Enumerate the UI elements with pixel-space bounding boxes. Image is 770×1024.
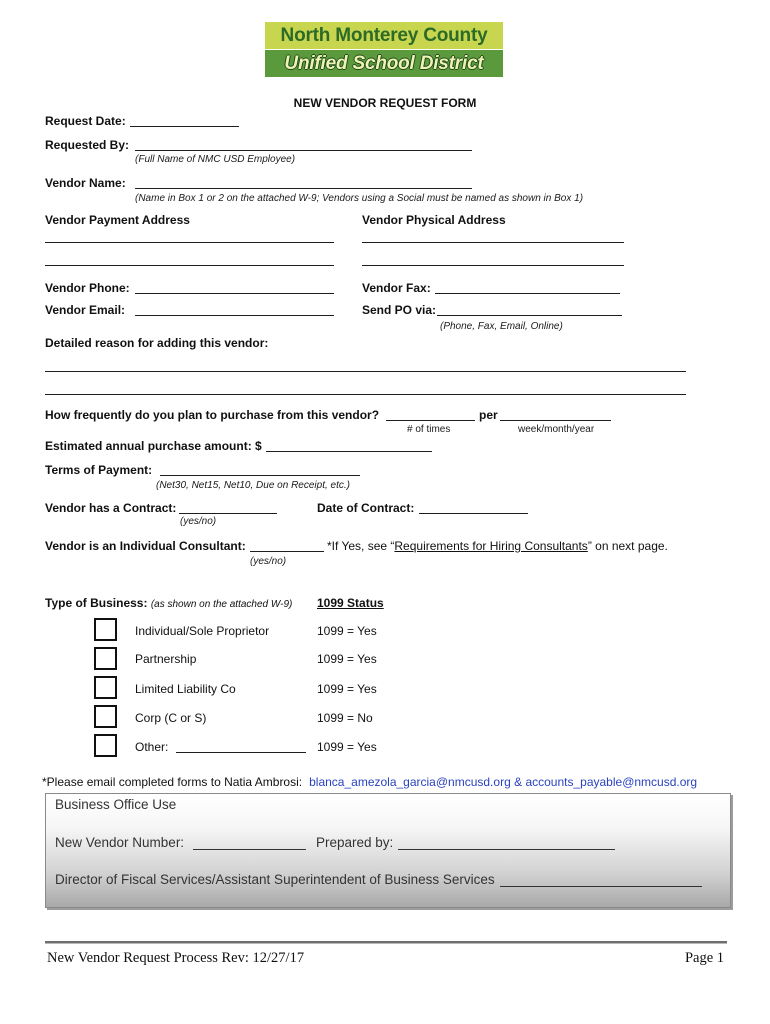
vendor-email-label: Vendor Email: — [45, 303, 126, 317]
terms-of-payment-hint: (Net30, Net15, Net10, Due on Receipt, etc.) — [156, 480, 350, 491]
purchase-times-field[interactable] — [386, 420, 475, 421]
vendor-fax-label: Vendor Fax: — [362, 281, 431, 295]
footer-divider — [45, 941, 727, 944]
email-link-accounts-payable[interactable]: accounts_payable@nmcusd.org — [525, 775, 698, 789]
prepared-by-label: Prepared by: — [316, 835, 394, 850]
option-label-limited-liability-co: Limited Liability Co — [135, 682, 236, 696]
district-logo — [265, 22, 503, 77]
request-date-field[interactable] — [130, 126, 239, 127]
reason-label: Detailed reason for adding this vendor: — [45, 336, 269, 350]
1099-status-header: 1099 Status — [317, 596, 384, 610]
vendor-name-field[interactable] — [135, 188, 472, 189]
director-signature-label: Director of Fiscal Services/Assistant Superintendent of Business Services — [55, 872, 495, 887]
has-contract-hint: (yes/no) — [180, 516, 217, 527]
new-vendor-number-label: New Vendor Number: — [55, 835, 185, 850]
annual-amount-field[interactable] — [266, 451, 432, 452]
checkbox-corp[interactable] — [94, 705, 117, 728]
send-po-via-label: Send PO via: — [362, 303, 437, 317]
new-vendor-number-field[interactable] — [193, 849, 306, 850]
vendor-name-hint: (Name in Box 1 or 2 on the attached W-9; Vendors using a Social must be named as shown in Box 1) — [135, 193, 584, 204]
consultant-note-after: ” on next page. — [587, 539, 668, 553]
logo-district-name-line-2: Unified School District — [284, 52, 484, 74]
contract-date-label: Date of Contract: — [317, 501, 415, 515]
business-office-use-box — [45, 793, 731, 908]
business-office-heading: Business Office Use — [55, 797, 177, 812]
footer-page-number: Page 1 — [684, 950, 724, 966]
payment-address-line-1-field[interactable] — [45, 242, 334, 243]
option-label-other: Other: — [135, 740, 169, 754]
other-business-type-field[interactable] — [176, 752, 306, 753]
physical-address-label: Vendor Physical Address — [362, 213, 506, 227]
request-date-label: Request Date: — [45, 114, 126, 128]
checkbox-individual-sole-proprietor[interactable] — [94, 618, 117, 641]
consultant-note — [327, 538, 668, 554]
submission-instruction — [42, 774, 697, 790]
prepared-by-field[interactable] — [398, 849, 615, 850]
purchase-frequency-per: per — [479, 408, 498, 422]
option-1099-status-corp: 1099 = No — [317, 711, 373, 725]
purchase-period-field[interactable] — [500, 420, 611, 421]
purchase-frequency-label: How frequently do you plan to purchase from this vendor? — [45, 408, 380, 422]
payment-address-label: Vendor Payment Address — [45, 213, 190, 227]
hiring-consultants-link[interactable]: Requirements for Hiring Consultants — [394, 539, 588, 553]
payment-address-line-2-field[interactable] — [45, 265, 334, 266]
requested-by-hint: (Full Name of NMC USD Employee) — [135, 154, 296, 165]
option-1099-status-individual-sole-proprietor: 1099 = Yes — [317, 624, 377, 638]
has-contract-field[interactable] — [179, 513, 277, 514]
option-1099-status-limited-liability-co: 1099 = Yes — [317, 682, 377, 696]
type-of-business-heading — [45, 595, 292, 613]
physical-address-line-2-field[interactable] — [362, 265, 624, 266]
vendor-fax-field[interactable] — [435, 293, 620, 294]
individual-consultant-field[interactable] — [250, 551, 324, 552]
logo-top-band — [265, 22, 503, 49]
option-label-corp: Corp (C or S) — [135, 711, 207, 725]
checkbox-partnership[interactable] — [94, 647, 117, 670]
contract-date-field[interactable] — [419, 513, 528, 514]
logo-district-name-line-1: North Monterey County — [280, 24, 488, 46]
type-of-business-hint: (as shown on the attached W-9) — [150, 599, 293, 610]
individual-consultant-label: Vendor is an Individual Consultant: — [45, 539, 246, 553]
vendor-phone-label: Vendor Phone: — [45, 281, 130, 295]
checkbox-limited-liability-co[interactable] — [94, 676, 117, 699]
form-title: NEW VENDOR REQUEST FORM — [293, 96, 477, 110]
checkbox-other[interactable] — [94, 734, 117, 757]
annual-amount-label: Estimated annual purchase amount: $ — [45, 439, 262, 453]
vendor-phone-field[interactable] — [135, 293, 334, 294]
option-1099-status-other: 1099 = Yes — [317, 740, 377, 754]
email-link-blanca[interactable]: blanca_amezola_garcia@nmcusd.org — [309, 775, 511, 789]
email-separator: & — [514, 775, 523, 789]
reason-line-2-field[interactable] — [45, 394, 686, 395]
terms-of-payment-field[interactable] — [160, 475, 360, 476]
vendor-email-field[interactable] — [135, 315, 334, 316]
reason-line-1-field[interactable] — [45, 371, 686, 372]
send-po-via-field[interactable] — [437, 315, 622, 316]
type-of-business-label: Type of Business: — [45, 596, 148, 610]
consultant-note-before: *If Yes, see “ — [327, 539, 395, 553]
individual-consultant-hint: (yes/no) — [250, 556, 287, 567]
option-label-partnership: Partnership — [135, 652, 197, 666]
footer-revision: New Vendor Request Process Rev: 12/27/17 — [47, 950, 305, 966]
terms-of-payment-label: Terms of Payment: — [45, 463, 153, 477]
requested-by-field[interactable] — [135, 150, 472, 151]
purchase-period-hint: week/month/year — [518, 424, 595, 435]
option-label-individual-sole-proprietor: Individual/Sole Proprietor — [135, 624, 270, 638]
send-po-via-hint: (Phone, Fax, Email, Online) — [440, 321, 563, 332]
requested-by-label: Requested By: — [45, 138, 130, 152]
physical-address-line-1-field[interactable] — [362, 242, 624, 243]
vendor-name-label: Vendor Name: — [45, 176, 126, 190]
submission-instruction-text: *Please email completed forms to Natia Ambrosi: — [42, 775, 303, 789]
option-1099-status-partnership: 1099 = Yes — [317, 652, 377, 666]
logo-bottom-band — [265, 50, 503, 77]
purchase-times-hint: # of times — [407, 424, 451, 435]
director-signature-field[interactable] — [500, 886, 702, 887]
has-contract-label: Vendor has a Contract: — [45, 501, 177, 515]
